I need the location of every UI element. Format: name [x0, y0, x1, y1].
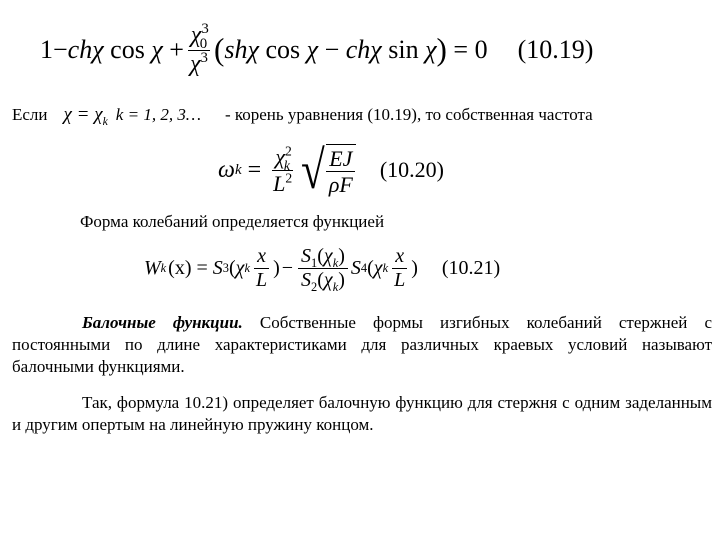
eq3-W: W [144, 256, 161, 279]
eq1-equals-zero: = 0 [453, 35, 488, 64]
eq2-sqrt: √ $\frac{EJ}{\rho F}$ [298, 143, 356, 197]
eq1-den-chi: χ [189, 50, 201, 77]
eq1-num-sup: 3 [201, 21, 209, 38]
eq1-chi-2: χ [151, 35, 163, 64]
eq1-plus: + [169, 35, 184, 64]
if-k-values: k = 1, 2, 3… [115, 105, 201, 124]
if-chi-eq: $\chi = \chi_k$ [63, 104, 108, 128]
eq3-frac-xL-2: $\frac{x}{L}$ [394, 244, 406, 291]
eq2-num-sup: 2 [285, 144, 292, 160]
eq2-den-sup: 2 [285, 170, 293, 186]
equation-10-21: W k (x) = S 3 ( χ k $\frac{x}{L}$ ) − $\frac{S_1(\chi_k)}{S_2(\chi_k)}$ S 4 ( χ k $\frac{x}{L}$ ) (10.21) [144, 244, 501, 294]
paragraph-formula-note: Так, формула 10.21) определяет балочную функцию для стержня с одним заделанным и другим опертым на линейную пружину концом. [12, 393, 712, 434]
eq1-num-sub: 0 [199, 36, 208, 53]
eq1-ch-2: ch [345, 35, 371, 64]
beam-functions-heading: Балочные функции. [82, 313, 243, 332]
eq3-arg: (x) = [168, 256, 208, 279]
equation-10-19: 1 − ch χ cos χ + $\frac{\chi^3_0}{\chi^3}$ ( sh χ cos χ − ch χ sin χ ) = 0 (10.19) [40, 21, 594, 77]
eq1-den-sup: 3 [200, 49, 208, 66]
equation-10-20: ω k = $\frac{\chi^2_k}{L^2}$ √ $\frac{EJ}{\rho F}$ (10.20) [218, 140, 444, 200]
eq2-number: (10.20) [379, 157, 444, 182]
paragraph-1-text: Собственные формы изгибных колебаний стержней с постоянными по длине характеристиками для различных краевых условий называют балочными функциями. [12, 313, 712, 376]
eq2-omega: ω [218, 156, 235, 183]
eq1-cos-2: cos [265, 35, 301, 64]
eq1-one: 1 [40, 35, 53, 64]
eq1-chi-3: χ [247, 35, 259, 64]
paragraph-beam-functions [12, 312, 712, 378]
eq2-num-chi: χ [275, 144, 286, 170]
eq1-cos: cos [110, 35, 145, 64]
eq1-number: (10.19) [517, 35, 594, 64]
eq1-chi-5: χ [370, 35, 382, 64]
eq1-fraction [187, 23, 211, 76]
eq1-chi-6: χ [425, 35, 437, 64]
eq3-number: (10.21) [441, 256, 501, 279]
if-line [12, 104, 593, 126]
eq1-ch: ch [67, 35, 93, 64]
eq1-sin: sin [388, 35, 419, 64]
eq1-minus-2: − [324, 35, 340, 64]
shape-text: Форма колебаний определяется функцией [80, 212, 385, 231]
eq1-minus: − [53, 35, 68, 64]
eq2-fraction [270, 145, 295, 194]
eq1-chi: χ [92, 35, 104, 64]
eq3-S3: S [212, 256, 223, 279]
eq2-sqrt-den: ρF [328, 172, 353, 197]
eq1-sh: sh [224, 35, 248, 64]
if-prefix: Если [12, 105, 48, 124]
eq3-frac-xL-1: $\frac{x}{L}$ [255, 244, 268, 291]
eq1-num-chi: χ [190, 22, 202, 49]
eq2-den-L: L [273, 170, 286, 196]
eq1-chi-4: χ [306, 35, 319, 64]
eq3-frac-S: $\frac{S_1(\chi_k)}{S_2(\chi_k)}$ [298, 246, 348, 291]
eq2-num-sub: k [283, 157, 290, 173]
eq2-equals: = [247, 156, 262, 183]
if-text: - корень уравнения (10.19), то собственная частота [224, 105, 593, 124]
eq2-sqrt-num: EJ [326, 147, 355, 172]
eq3-S4: S [350, 256, 361, 279]
